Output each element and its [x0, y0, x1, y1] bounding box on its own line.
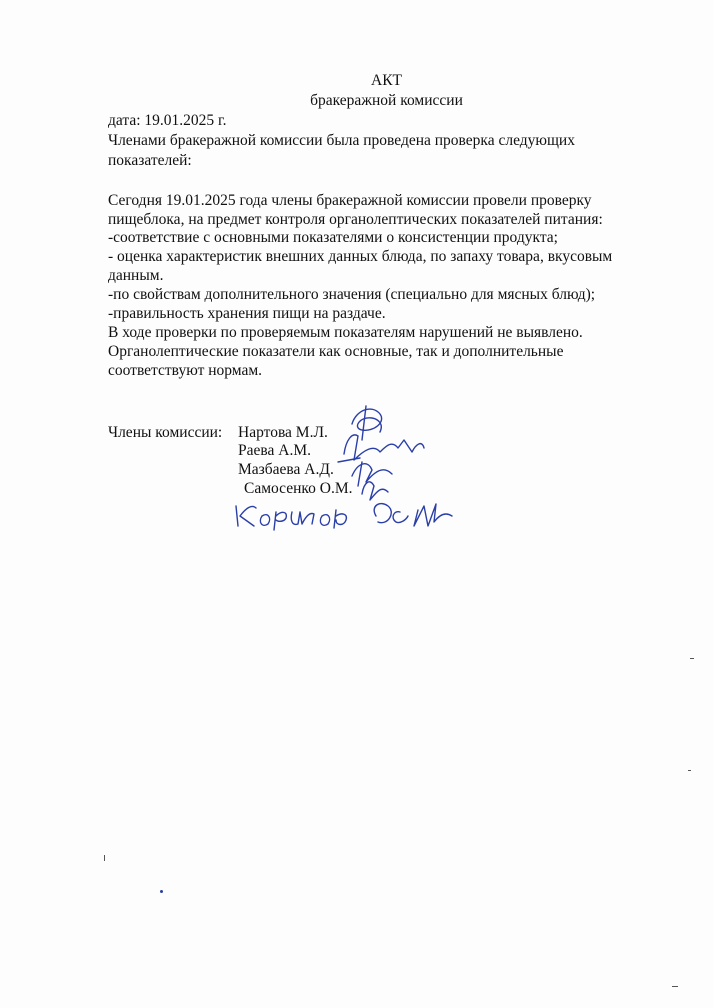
member-name: Мазбаева А.Д.: [238, 461, 334, 478]
signature-mark: [320, 515, 329, 526]
signature-mark: [358, 462, 362, 486]
signature-mark: [291, 512, 314, 524]
scan-speck: [690, 658, 694, 659]
scan-speck: [160, 890, 163, 893]
body-line: -правильность хранения пищи на раздаче.: [108, 305, 386, 322]
member-name: Раева А.М.: [238, 442, 311, 459]
signature-mark: [374, 504, 391, 523]
intro-line: показателей:: [108, 152, 192, 169]
body-line: -по свойствам дополнительного значения (специально для мясных блюд);: [108, 286, 596, 303]
body-line: - оценка характеристик внешних данных блюда, по запаху товара, вкусовым: [108, 248, 613, 265]
signature-mark: [274, 512, 286, 530]
signature-mark: [393, 512, 408, 523]
signature-mark: [334, 510, 346, 528]
document-subtitle: бракеражной комиссии: [310, 92, 463, 109]
body-line: -соответствие с основными показателями о консистенции продукта;: [108, 229, 558, 246]
signature-mark: [414, 504, 452, 526]
member-name: Самосенко О.М.: [244, 480, 353, 497]
body-line: соответствуют нормам.: [108, 362, 263, 379]
signature-mark: [352, 409, 382, 432]
body-line: пищеблока, на предмет контроля органолептических показателей питания:: [108, 211, 603, 228]
body-line: данным.: [108, 267, 164, 284]
date-line: дата: 19.01.2025 г.: [108, 112, 227, 129]
member-name: Нартова М.Л.: [238, 424, 328, 441]
scan-speck: [672, 986, 678, 987]
commission-label: Члены комиссии:: [108, 424, 223, 441]
body-line: Органолептические показатели как основные, так и дополнительные: [108, 343, 564, 360]
scan-speck: [688, 770, 691, 771]
signature-mark: [260, 515, 269, 526]
body-line: Сегодня 19.01.2025 года члены бракеражной комиссии провели проверку: [108, 192, 592, 209]
signature-mark: [236, 506, 256, 526]
signature-mark: [352, 464, 392, 482]
intro-line: Членами бракеражной комиссии была проведена проверка следующих: [108, 132, 575, 149]
document-title: АКТ: [371, 72, 402, 89]
signature-mark: [362, 482, 388, 500]
scan-speck: [104, 855, 105, 861]
signature-mark: [338, 458, 360, 462]
body-line: В ходе проверки по проверяемым показателям нарушений не выявлено.: [108, 324, 583, 341]
signature-mark: [344, 435, 424, 460]
signature-mark: [362, 406, 366, 440]
